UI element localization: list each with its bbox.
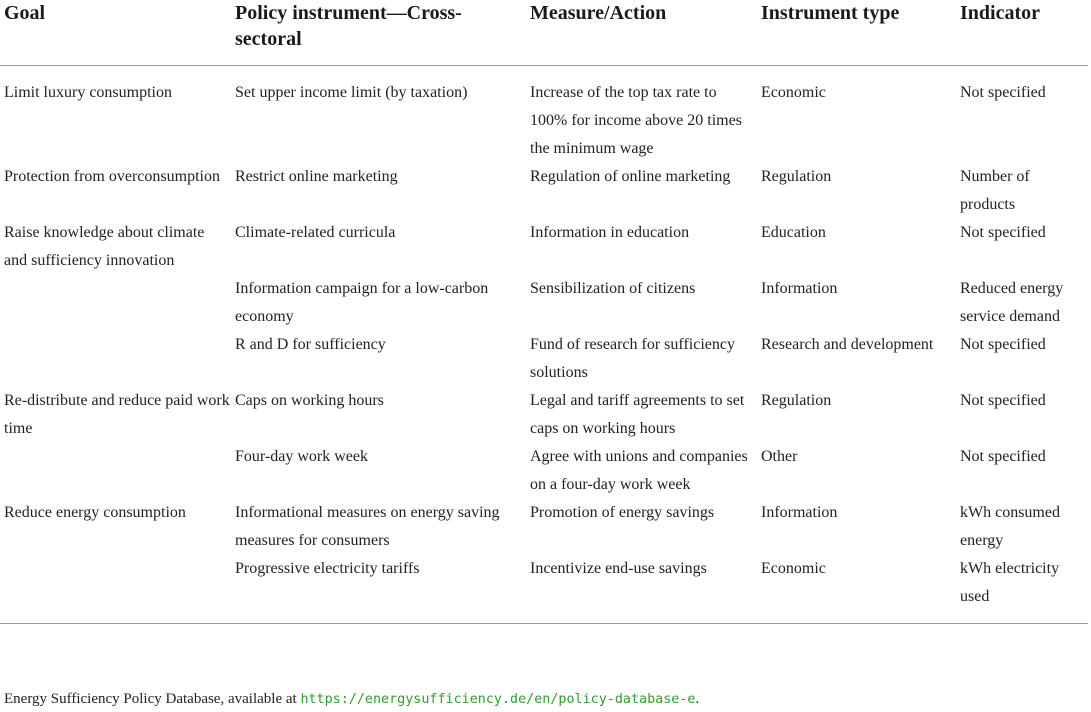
footnote-text: Energy Sufficiency Policy Database, available at: [4, 691, 297, 707]
table-row: [0, 499, 1088, 555]
cell-instrument-type: Regulation: [761, 392, 832, 409]
cell-policy-instrument: Progressive electricity tariffs: [231, 555, 526, 624]
footnote-end: .: [695, 691, 700, 707]
table-row: [0, 555, 1088, 624]
cell-instrument-type: Information: [761, 504, 838, 521]
cell-goal: [0, 555, 231, 624]
cell-instrument-type: Education: [761, 224, 826, 241]
cell-instrument-type: Economic: [761, 84, 826, 101]
cell-indicator: Not specified: [960, 224, 1046, 241]
cell-measure-action: Increase of the top tax rate to 100% for income above 20 times the minimum wage: [530, 84, 742, 157]
header-policy-instrument: Policy instrument—Cross-sectoral: [231, 0, 526, 66]
cell-policy-instrument: Information campaign for a low-carbon economy: [235, 280, 489, 325]
cell-measure-action: Incentivize end-use savings: [526, 555, 757, 624]
cell-policy-instrument: Restrict online marketing: [235, 168, 398, 185]
table-row: [0, 66, 1088, 164]
header-row: [0, 0, 1088, 66]
cell-indicator: Not specified: [960, 392, 1046, 409]
header-measure-action: Measure/Action: [526, 0, 757, 66]
cell-indicator: Not specified: [960, 336, 1046, 353]
header-indicator: Indicator: [956, 0, 1088, 66]
table-row: [0, 219, 1088, 275]
cell-measure-action: Agree with unions and companies on a four-day work week: [530, 448, 748, 493]
cell-instrument-type: Other: [761, 448, 798, 465]
cell-measure-action: Information in education: [530, 224, 690, 241]
table-body: [0, 66, 1088, 624]
cell-measure-action: Promotion of energy savings: [530, 504, 715, 521]
cell-indicator: kWh consumed energy: [960, 504, 1060, 549]
cell-indicator: kWh electricity used: [956, 555, 1088, 624]
cell-goal: Reduce energy consumption: [4, 504, 186, 521]
cell-goal: Protection from overconsumption: [4, 168, 220, 185]
table-header: [0, 0, 1088, 66]
cell-measure-action: Legal and tariff agreements to set caps on working hours: [530, 392, 745, 437]
cell-measure-action: Fund of research for sufficiency solutions: [530, 336, 735, 381]
cell-indicator: Reduced energy service demand: [960, 280, 1064, 325]
cell-policy-instrument: Climate-related curricula: [235, 224, 396, 241]
policy-database-link[interactable]: https://energysufficiency.de/en/policy-database-e: [300, 692, 696, 707]
cell-instrument-type: Economic: [757, 555, 956, 624]
cell-indicator: Number of products: [960, 168, 1030, 213]
cell-measure-action: Sensibilization of citizens: [530, 280, 696, 297]
cell-goal: [0, 275, 231, 331]
cell-measure-action: Regulation of online marketing: [530, 168, 731, 185]
cell-policy-instrument: R and D for sufficiency: [235, 336, 386, 353]
table-footnote: [4, 689, 699, 710]
table-row: [0, 275, 1088, 331]
cell-policy-instrument: Set upper income limit (by taxation): [235, 84, 468, 101]
table-row: [0, 163, 1088, 219]
header-instrument-type: Instrument type: [757, 0, 956, 66]
table-row: [0, 443, 1088, 499]
cell-indicator: Not specified: [960, 448, 1046, 465]
cell-instrument-type: Information: [761, 280, 838, 297]
cell-goal: [0, 331, 231, 387]
cell-policy-instrument: Informational measures on energy saving measures for consumers: [235, 504, 500, 549]
header-goal: Goal: [0, 0, 231, 66]
cell-goal: Re-distribute and reduce paid work time: [4, 392, 230, 437]
cell-policy-instrument: Four-day work week: [235, 448, 368, 465]
cell-goal: Limit luxury consumption: [4, 84, 172, 101]
cell-instrument-type: Research and development: [761, 336, 934, 353]
table-row: [0, 387, 1088, 443]
table-row: [0, 331, 1088, 387]
cell-goal: [0, 443, 231, 499]
cell-indicator: Not specified: [960, 84, 1046, 101]
cell-instrument-type: Regulation: [761, 168, 832, 185]
cell-policy-instrument: Caps on working hours: [235, 392, 384, 409]
cell-goal: Raise knowledge about climate and sufficiency innovation: [4, 224, 205, 269]
